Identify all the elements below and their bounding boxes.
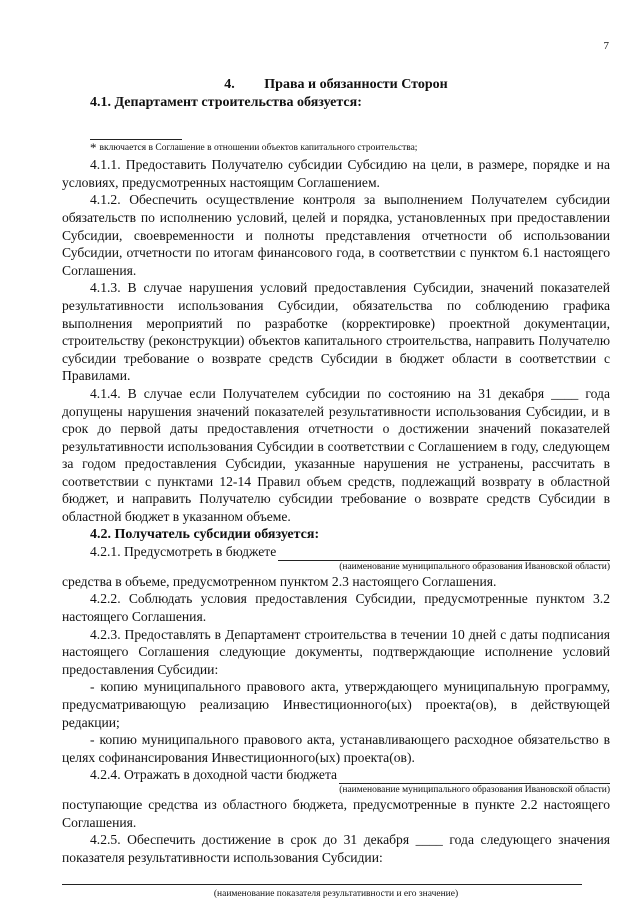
- page-number: 7: [603, 40, 609, 52]
- indicator-caption: (наименование показателя результативности и его значение): [213, 889, 459, 900]
- subsection-heading-4-1: 4.1. Департамент строительства обязуется:: [90, 94, 362, 110]
- paragraph-4-1-3: 4.1.3. В случае нарушения условий предоставления Субсидии, значений показателей результативности использования Субсидии, обязательства по соблюдению графика выполнения мероприятий по разработке (корректировке) проектной документации, строительству (реконструкции) объектов капитального строительства, направить Получателю субсидии требование о возврате средств Субсидии в бюджет области в соответствии с Правилами.: [62, 280, 610, 384]
- footnote-separator: [90, 139, 182, 140]
- paragraph-4-2-3: 4.2.3. Предоставлять в Департамент строительства в течении 10 дней с даты подписания настоящего Соглашения следующие документы, подтверждающие исполнение условий предоставления Субсидии:: [62, 626, 610, 677]
- indicator-blank-line: [62, 884, 582, 885]
- list-item-1: - копию муниципального правового акта, утверждающего муниципальную программу, предусматривающую реализацию Инвестиционного(ых) проекта(ов), в действующей редакции;: [62, 679, 610, 730]
- paragraph-4-1-4: [62, 385, 610, 526]
- section-number: 4.: [224, 77, 235, 92]
- paragraph-4-1-4-start: 4.1.4. В случае если Получателем субсидии по состоянию на 31 декабря: [90, 385, 545, 401]
- paragraph-4-2-5-start: 4.2.5. Обеспечить достижение в срок до 31 декабря: [90, 832, 410, 848]
- paragraph-4-2-4-lead: 4.2.4. Отражать в доходной части бюджета: [90, 767, 338, 783]
- paragraph-4-2-1-row: [62, 543, 610, 561]
- paragraph-4-1-1: 4.1.1. Предоставить Получателю субсидии Субсидию на цели, в размере, порядке и на условиях, предусмотренных настоящим Соглашением.: [62, 157, 610, 190]
- paragraph-4-2-1-cont: средства в объеме, предусмотренном пунктом 2.3 настоящего Соглашения.: [62, 573, 497, 589]
- footnote: [90, 142, 610, 154]
- paragraph-4-2-4-cont: поступающие средства из областного бюджета, предусмотренные в пункте 2.2 настоящего Соглашения.: [62, 796, 610, 830]
- paragraph-4-2-2: 4.2.2. Соблюдать условия предоставления Субсидии, предусмотренные пунктом 3.2 настоящего Соглашения.: [62, 591, 610, 625]
- paragraph-4-2-1-lead: 4.2.1. Предусмотреть в бюджете: [90, 544, 277, 560]
- income-budget-blank: [339, 771, 610, 784]
- list-item-2: - копию муниципального правового акта, устанавливающего расходное обязательство в целях софинансирования Инвестиционного(ых) проекта(ов).: [62, 732, 610, 765]
- subsection-heading-4-2: 4.2. Получатель субсидии обязуется:: [90, 526, 320, 542]
- year-blank: ____: [551, 385, 579, 401]
- budget-name-blank: [278, 548, 610, 561]
- paragraph-4-2-5-rest: года следующего значения показателя результативности использования Субсидии:: [62, 832, 610, 865]
- paragraph-4-2-5: [62, 831, 610, 866]
- footnote-text: включается в Соглашение в отношении объектов капитального строительства;: [99, 143, 418, 154]
- section-title: Права и обязанности Сторон: [264, 77, 448, 92]
- footnote-star: *: [90, 140, 97, 156]
- section-heading: [62, 76, 610, 94]
- paragraph-4-1-2: 4.1.2. Обеспечить осуществление контроля за выполнением Получателем субсидии обязательств по исполнению условий, целей и порядка, установленных при предоставлении Субсидии, своевременности и полноты представления отчетности об использовании Субсидии, отчетности по итогам финансового года, в соответствии с пунктом 6.1 настоящего Соглашения.: [62, 192, 610, 278]
- paragraph-4-1-4-rest: года допущены нарушения значений показателей результативности использования Субсидии, и в срок до первой даты предоставления отчетности о достижении значений показателей результативности использования Субсидии в соответствии с Соглашением в году, следующем за годом предоставления Субсидии, указанные нарушения не устранены, рассчитать в соответствии с пунктами 12-14 Правил объем средств, подлежащий возврату в областной бюджет, и направить Получателю субсидии требование о возврате средств Субсидии в областной бюджет в указанном объеме.: [62, 385, 610, 525]
- income-budget-caption: (наименование муниципального образования Ивановской области): [339, 784, 610, 795]
- budget-name-caption: (наименование муниципального образования Ивановской области): [339, 561, 610, 572]
- document-body: [62, 76, 610, 910]
- year-blank-2: ____: [415, 832, 443, 848]
- paragraph-4-2-4-row: [62, 766, 610, 784]
